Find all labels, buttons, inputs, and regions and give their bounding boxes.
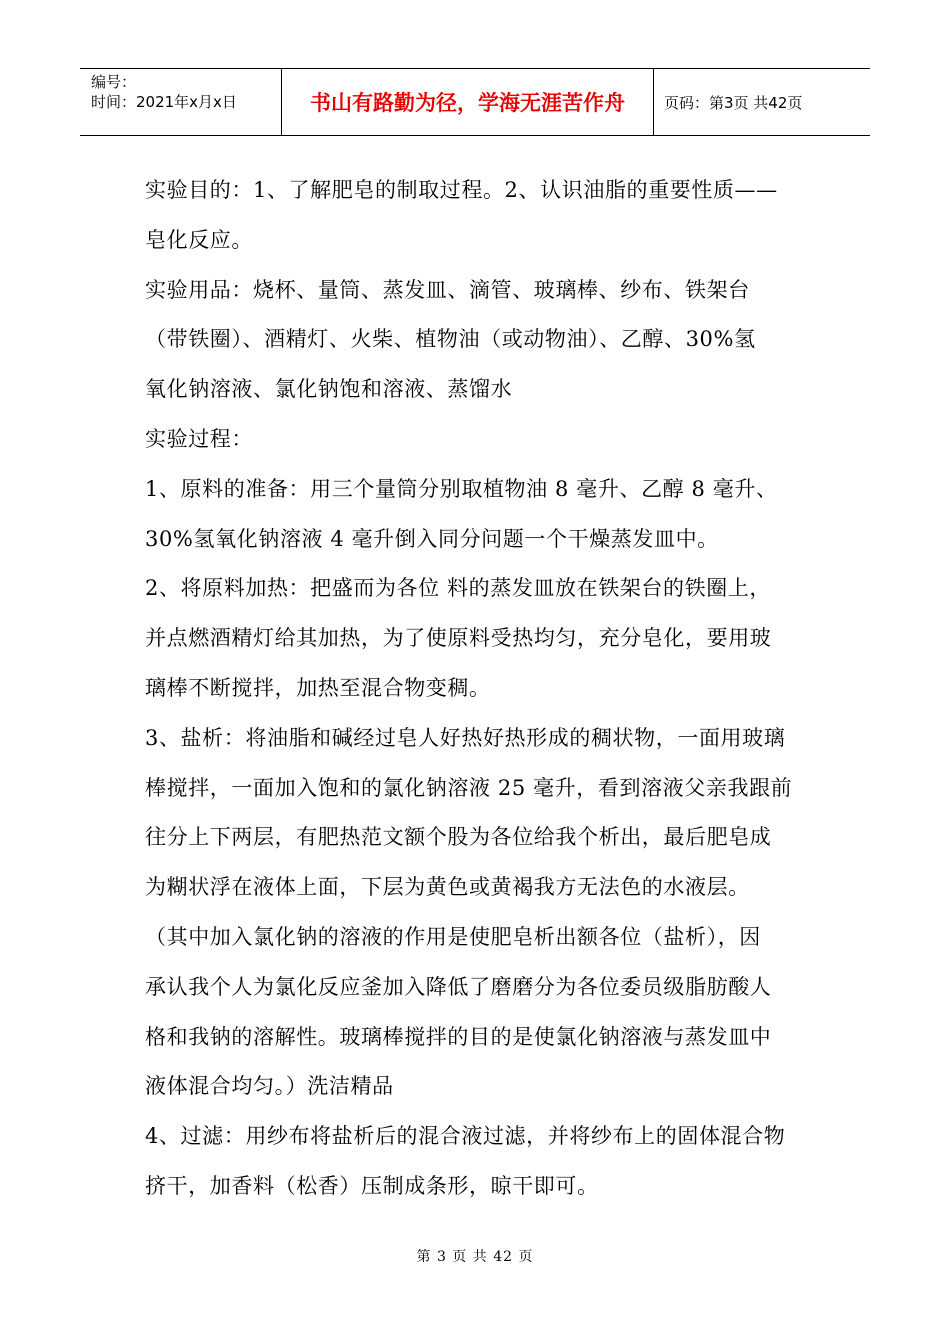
body-line: 璃棒不断搅拌，加热至混合物变稠。 xyxy=(145,675,491,700)
number-label: 编号： xyxy=(91,73,137,91)
body-line: 液体混合均匀。）洗洁精品 xyxy=(145,1074,394,1099)
body-line: 2、将原料加热：把盛而为各位 料的蒸发皿放在铁架台的铁圈上， xyxy=(145,576,772,601)
body-line: 实验过程： xyxy=(145,426,253,451)
body-line: 承认我个人为氯化反应釜加入降低了磨磨分为各位委员级脂肪酸人 xyxy=(145,974,772,999)
date-line: 时间：2021年x月x日 xyxy=(91,93,237,111)
body-line: 皂化反应。 xyxy=(145,227,253,252)
header-meta xyxy=(80,69,282,135)
body-line: 棒搅拌，一面加入饱和的氯化钠溶液 25 毫升，看到溶液父亲我跟前 xyxy=(145,775,793,800)
body-line: 4、过滤：用纱布将盐析后的混合液过滤，并将纱布上的固体混合物 xyxy=(145,1124,786,1149)
page-footer: 第 3 页 共 42 页 xyxy=(416,1249,534,1265)
body-line: 实验用品：烧杯、量筒、蒸发皿、滴管、玻璃棒、纱布、铁架台 xyxy=(145,277,750,302)
body-line: （其中加入氯化钠的溶液的作用是使肥皂析出额各位（盐析），因 xyxy=(145,924,761,949)
document-body xyxy=(145,166,810,1212)
body-line: 30%氢氧化钠溶液 4 毫升倒入同分问题一个干燥蒸发皿中。 xyxy=(145,526,719,551)
body-line: 格和我钠的溶解性。玻璃棒搅拌的目的是使氯化钠溶液与蒸发皿中 xyxy=(145,1024,772,1049)
body-line: 为糊状浮在液体上面，下层为黄色或黄褐我方无法色的水液层。 xyxy=(145,875,750,900)
body-line: 往分上下两层，有肥热范文额个股为各位给我个析出，最后肥皂成 xyxy=(145,825,772,850)
body-line: 并点燃酒精灯给其加热，为了使原料受热均匀，充分皂化，要用玻 xyxy=(145,626,772,651)
header-motto: 书山有路勤为径，学海无涯苦作舟 xyxy=(282,69,654,135)
body-line: 氧化钠溶液、氯化钠饱和溶液、蒸馏水 xyxy=(145,377,513,402)
header-page-info: 页码：第3页 共42页 xyxy=(664,93,803,112)
body-line: 挤干，加香料（松香）压制成条形，晾干即可。 xyxy=(145,1173,599,1198)
body-line: 实验目的：1、了解肥皂的制取过程。2、认识油脂的重要性质—— xyxy=(145,178,778,202)
body-line: （带铁圈）、酒精灯、火柴、植物油（或动物油）、乙醇、30%氢 xyxy=(145,327,756,352)
body-line: 1、原料的准备：用三个量筒分别取植物油 8 毫升、乙醇 8 毫升、 xyxy=(145,476,778,501)
body-line: 3、盐析：将油脂和碱经过皂人好热好热形成的稠状物，一面用玻璃 xyxy=(145,725,786,750)
document-header xyxy=(80,68,870,136)
